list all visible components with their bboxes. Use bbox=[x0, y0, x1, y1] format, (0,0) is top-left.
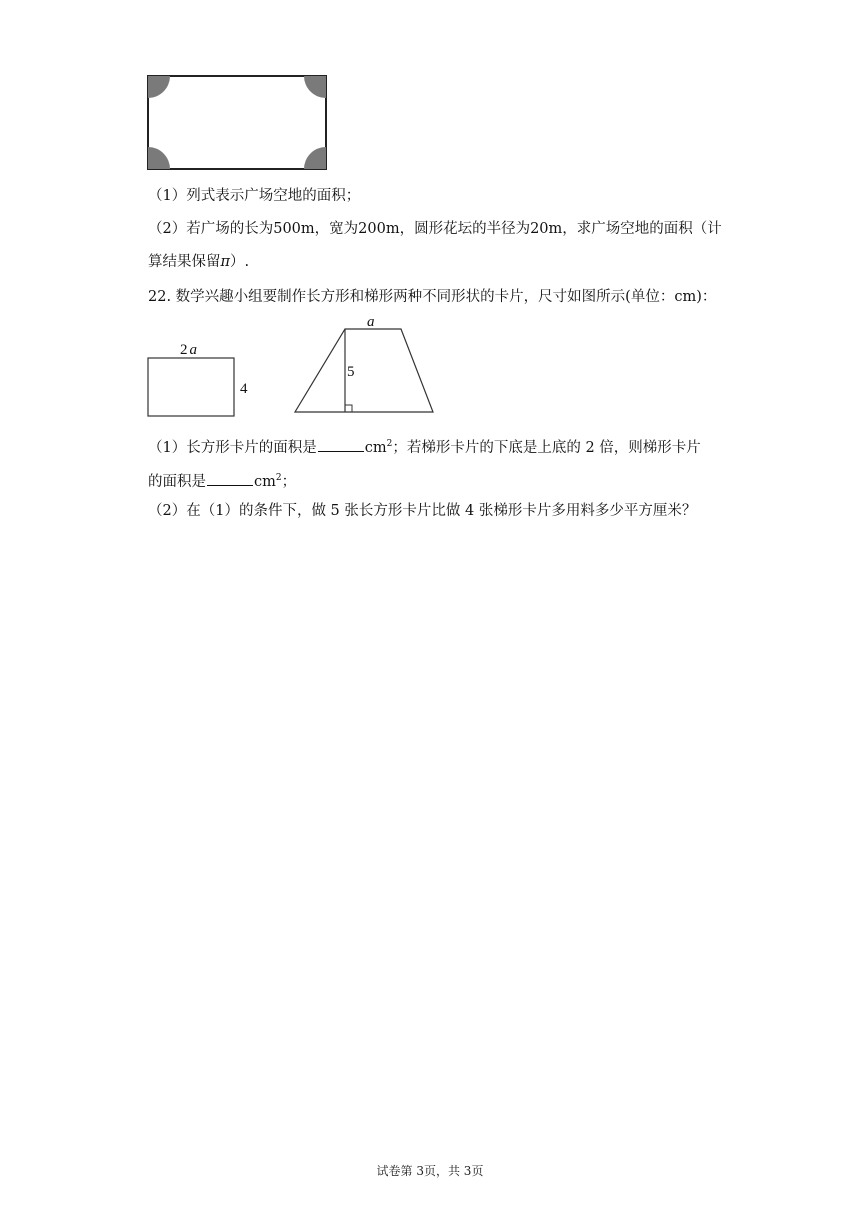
q22-part1-unit2: cm bbox=[254, 473, 276, 490]
q22-stem: 22. 数学兴趣小组要制作长方形和梯形两种不同形状的卡片，尺寸如图所示(单位：cm)： bbox=[148, 289, 717, 305]
q21-part2-prefix: 算结果保留 bbox=[148, 254, 221, 270]
plaza-rectangle bbox=[148, 76, 326, 169]
q22-part1-unit1: cm bbox=[364, 439, 387, 456]
q22-part1-a: （1）长方形卡片的面积是 bbox=[148, 439, 317, 456]
rectangle-card bbox=[148, 358, 234, 416]
pi-symbol: π bbox=[220, 254, 231, 270]
q22-part1-line1 bbox=[148, 434, 701, 458]
q22-part1-c: ；若梯形卡片的下底是上底的 2 倍，则梯形卡片 bbox=[392, 439, 701, 456]
plaza-figure bbox=[146, 74, 330, 172]
q21-part1: （1）列式表示广场空地的面积； bbox=[148, 188, 361, 204]
q21-part2-suffix: ）. bbox=[230, 254, 250, 270]
q21-part2-line2 bbox=[148, 252, 249, 272]
page-footer: 试卷第 3页，共 3页 bbox=[376, 1164, 484, 1178]
trap-height-label: 5 bbox=[347, 364, 355, 380]
q22-part2: （2）在（1）的条件下，做 5 张长方形卡片比做 4 张梯形卡片多用料多少平方厘米？ bbox=[148, 503, 697, 519]
rectangle-card-figure bbox=[146, 338, 256, 420]
q22-part1-f: ； bbox=[281, 473, 297, 490]
q22-part1-line2 bbox=[148, 468, 296, 492]
trapezoid-card bbox=[295, 329, 433, 412]
answer-blank-1[interactable] bbox=[318, 437, 364, 452]
answer-blank-2[interactable] bbox=[207, 471, 253, 486]
sup-2-a: 2 bbox=[386, 439, 393, 449]
q22-part1-d: 的面积是 bbox=[148, 473, 206, 490]
rect-top-label: 2 a bbox=[180, 342, 197, 358]
sup-2-b: 2 bbox=[275, 473, 282, 483]
rect-side-label: 4 bbox=[240, 381, 248, 397]
trap-top-label: a bbox=[367, 314, 375, 330]
trapezoid-card-figure bbox=[292, 314, 438, 416]
q21-part2-line1: （2）若广场的长为500m，宽为200m，圆形花坛的半径为20m，求广场空地的面积（计 bbox=[148, 221, 722, 237]
